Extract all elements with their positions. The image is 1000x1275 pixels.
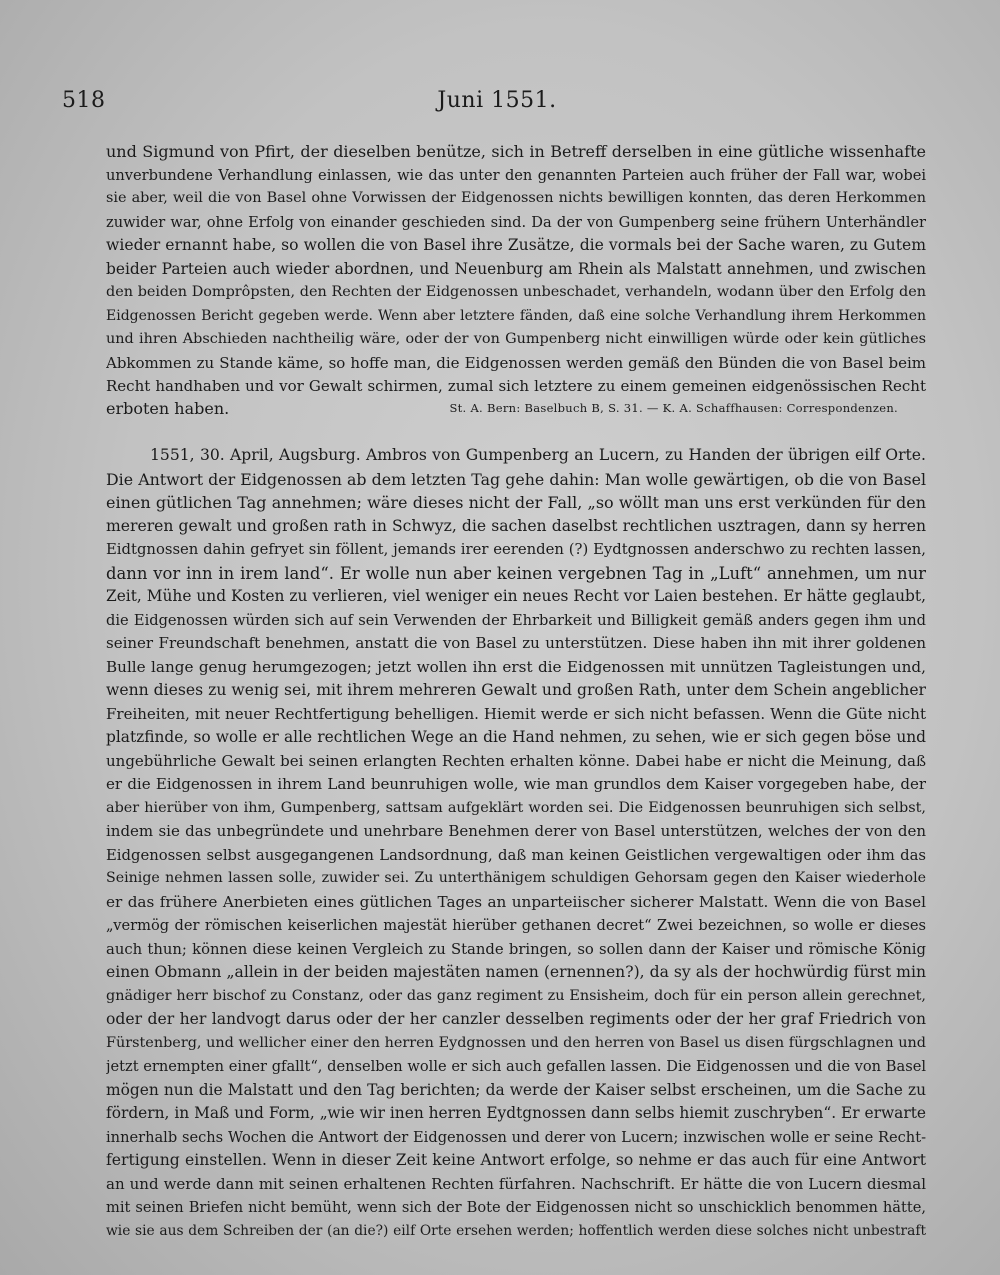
text-line: einen Obmann „allein in der beiden majestäten namen (ernennen?), da sy als der hochwürdig fürst min — [106, 963, 926, 981]
text-line: Seinige nehmen lassen solle, zuwider sei. Zu unterthänigem schuldigen Gehorsam gegen den Kaiser wiederhole — [106, 870, 926, 886]
text-line: Freiheiten, mit neuer Rechtfertigung behelligen. Hiemit werde er sich nicht befassen. Wenn die Güte nicht — [106, 704, 926, 723]
text-line: ungebührliche Gewalt bei seinen erlangten Rechten erhalten könne. Dabei habe er nicht die Meinung, daß — [106, 751, 926, 770]
text-line: mögen nun die Malstatt und den Tag berichten; da werde der Kaiser selbst erscheinen, um die Sache zu — [106, 1080, 926, 1099]
text-line: wieder ernannt habe, so wollen die von Basel ihre Zusätze, die vormals bei der Sache waren, zu Gutem — [106, 236, 926, 254]
text-line: platzfinde, so wolle er alle rechtlichen Wege an die Hand nehmen, zu sehen, wie er sich gegen böse und — [106, 728, 926, 746]
text-line: oder der her landvogt darus oder der her canzler desselben regiments oder der her graf Friedrich von — [106, 1010, 926, 1028]
text-line: Abkommen zu Stande käme, so hoffe man, die Eidgenossen werden gemäß den Bünden die von Basel beim — [106, 353, 926, 372]
text-line: unverbundene Verhandlung einlassen, wie das unter den genannten Parteien auch früher der Fall war, wobei — [106, 166, 926, 184]
text-line: Die Antwort der Eidgenossen ab dem letzten Tag gehe dahin: Man wolle gewärtigen, ob die von Basel — [106, 469, 926, 489]
paragraph-gap — [106, 422, 926, 444]
page-number: 518 — [62, 88, 106, 113]
text-line: er die Eidgenossen in ihrem Land beunruhigen wolle, wie man grundlos dem Kaiser vorgegeben habe, der — [106, 775, 926, 793]
text-line: dann vor inn in irem land“. Er wolle nun aber keinen vergebnen Tag in „Luft“ annehmen, um nur — [106, 563, 926, 583]
text-line: mit seinen Briefen nicht bemüht, wenn sich der Bote der Eidgenossen nicht so unschicklich benommen hätte, — [106, 1199, 926, 1216]
paragraph-gumpenberg-letter — [106, 444, 926, 1243]
text-line: jetzt ernempten einer gfallt“, denselben wolle er sich auch gefallen lassen. Die Eidgenossen und die von Basel — [106, 1058, 926, 1075]
text-line: Zeit, Mühe und Kosten zu verlieren, viel weniger ein neues Recht vor Laien bestehen. Er hätte geglaubt, — [106, 587, 926, 605]
archive-source-note: St. A. Bern: Baselbuch B, S. 31. — K. A. Schaffhausen: Correspondenzen. — [449, 400, 898, 415]
text-line: Recht handhaben und vor Gewalt schirmen, zumal sich letztere zu einem gemeinen eidgenössischen Recht — [106, 377, 926, 395]
text-line: fördern, in Maß und Form, „wie wir inen herren Eydtgnossen dann selbs hiemit zuschryben“. Er erwarte — [106, 1104, 926, 1122]
text-line: aber hierüber von ihm, Gumpenberg, sattsam aufgeklärt worden sei. Die Eidgenossen beunruhigen sich selbst, — [106, 799, 926, 816]
text-line: gnädiger herr bischof zu Constanz, oder das ganz regiment zu Ensisheim, doch für ein person allein gerechnet, — [106, 987, 926, 1004]
text-line: er das frühere Anerbieten eines gütlichen Tages an unparteiischer sicherer Malstatt. Wenn die von Basel — [106, 892, 926, 911]
text-line: den beiden Domprôpsten, den Rechten der Eidgenossen unbeschadet, verhandeln, wodann über den Erfolg den — [106, 284, 926, 300]
text-line: Fürstenberg, und wellicher einer den herren Eydgnossen und den herren von Basel us disen fürgschlagnen und — [106, 1034, 926, 1051]
page-body — [106, 140, 926, 1243]
paragraph-basel-report — [106, 140, 926, 399]
text-line: die Eidgenossen würden sich auf sein Verwenden der Ehrbarkeit und Billigkeit gemäß anders gegen ihm und — [106, 611, 926, 629]
text-line: Bulle lange genug herumgezogen; jetzt wollen ihn erst die Eidgenossen mit unnützen Tagleistungen und, — [106, 657, 926, 676]
paragraph-basel-report-last-line — [106, 399, 926, 423]
text-line: indem sie das unbegründete und unehrbare Benehmen derer von Basel unterstützen, welches der von den — [106, 822, 926, 840]
text-line: „vermög der römischen keiserlichen majestät hierüber gethanen decret“ Zwei bezeichnen, so wolle er dieses — [106, 917, 926, 934]
text-line: einen gütlichen Tag annehmen; wäre dieses nicht der Fall, „so wöllt man uns erst verkünden für den — [106, 493, 926, 512]
text-line: sie aber, weil die von Basel ohne Vorwissen der Eidgenossen nichts bewilligen konnten, das deren Herkommen — [106, 190, 926, 206]
text-line: fertigung einstellen. Wenn in dieser Zeit keine Antwort erfolge, so nehme er das auch für eine Antwort — [106, 1151, 926, 1169]
running-head: Juni 1551. — [437, 88, 557, 113]
text-line: beider Parteien auch wieder abordnen, und Neuenburg am Rhein als Malstatt annehmen, und zwischen — [106, 259, 926, 278]
text-line: 1551, 30. April, Augsburg. Ambros von Gumpenberg an Lucern, zu Handen der übrigen eilf Orte. — [150, 446, 926, 464]
text-line: seiner Freundschaft benehmen, anstatt die von Basel zu unterstützen. Diese haben ihn mit ihrer goldenen — [106, 634, 926, 652]
text-line: mereren gewalt und großen rath in Schwyz, die sachen daselbst rechtlichen usztragen, dann sy herren — [106, 516, 926, 535]
text-line: an und werde dann mit seinen erhaltenen Rechten fürfahren. Nachschrift. Er hätte die von Lucern diesmal — [106, 1174, 926, 1193]
text-line: wenn dieses zu wenig sei, mit ihrem mehreren Gewalt und großen Rath, unter dem Schein angeblicher — [106, 681, 926, 699]
text-line: innerhalb sechs Wochen die Antwort der Eidgenossen und derer von Lucern; inzwischen wolle er seine Recht- — [106, 1128, 926, 1146]
text-line: auch thun; können diese keinen Vergleich zu Stande bringen, so sollen dann der Kaiser und römische König — [106, 940, 926, 958]
page-header — [62, 88, 932, 118]
text-line: und Sigmund von Pfirt, der dieselben benütze, sich in Betreff derselben in eine gütliche wissenhafte — [106, 142, 926, 161]
paragraph-last-line-text: erboten haben. — [106, 398, 230, 418]
text-line: Eidgenossen selbst ausgegangenen Landsordnung, daß man keinen Geistlichen vergewaltigen oder ihm das — [106, 846, 926, 864]
text-line: Eidgenossen Bericht gegeben werde. Wenn aber letztere fänden, daß eine solche Verhandlung ihrem Herkommen — [106, 307, 926, 324]
text-line: und ihren Abschieden nachtheilig wäre, oder der von Gumpenberg nicht einwilligen würde oder kein gütliches — [106, 331, 926, 347]
text-line: Eidtgnossen dahin gefryet sin föllent, jemands irer eerenden (?) Eydtgnossen anderschwo zu rechten lassen, — [106, 541, 926, 558]
text-line: wie sie aus dem Schreiben der (an die?) eilf Orte ersehen werden; hoffentlich werden diese solches nicht unbestraft — [106, 1222, 926, 1239]
text-line: zuwider war, ohne Erfolg von einander geschieden sind. Da der von Gumpenberg seine frühern Unterhändler — [106, 213, 926, 231]
